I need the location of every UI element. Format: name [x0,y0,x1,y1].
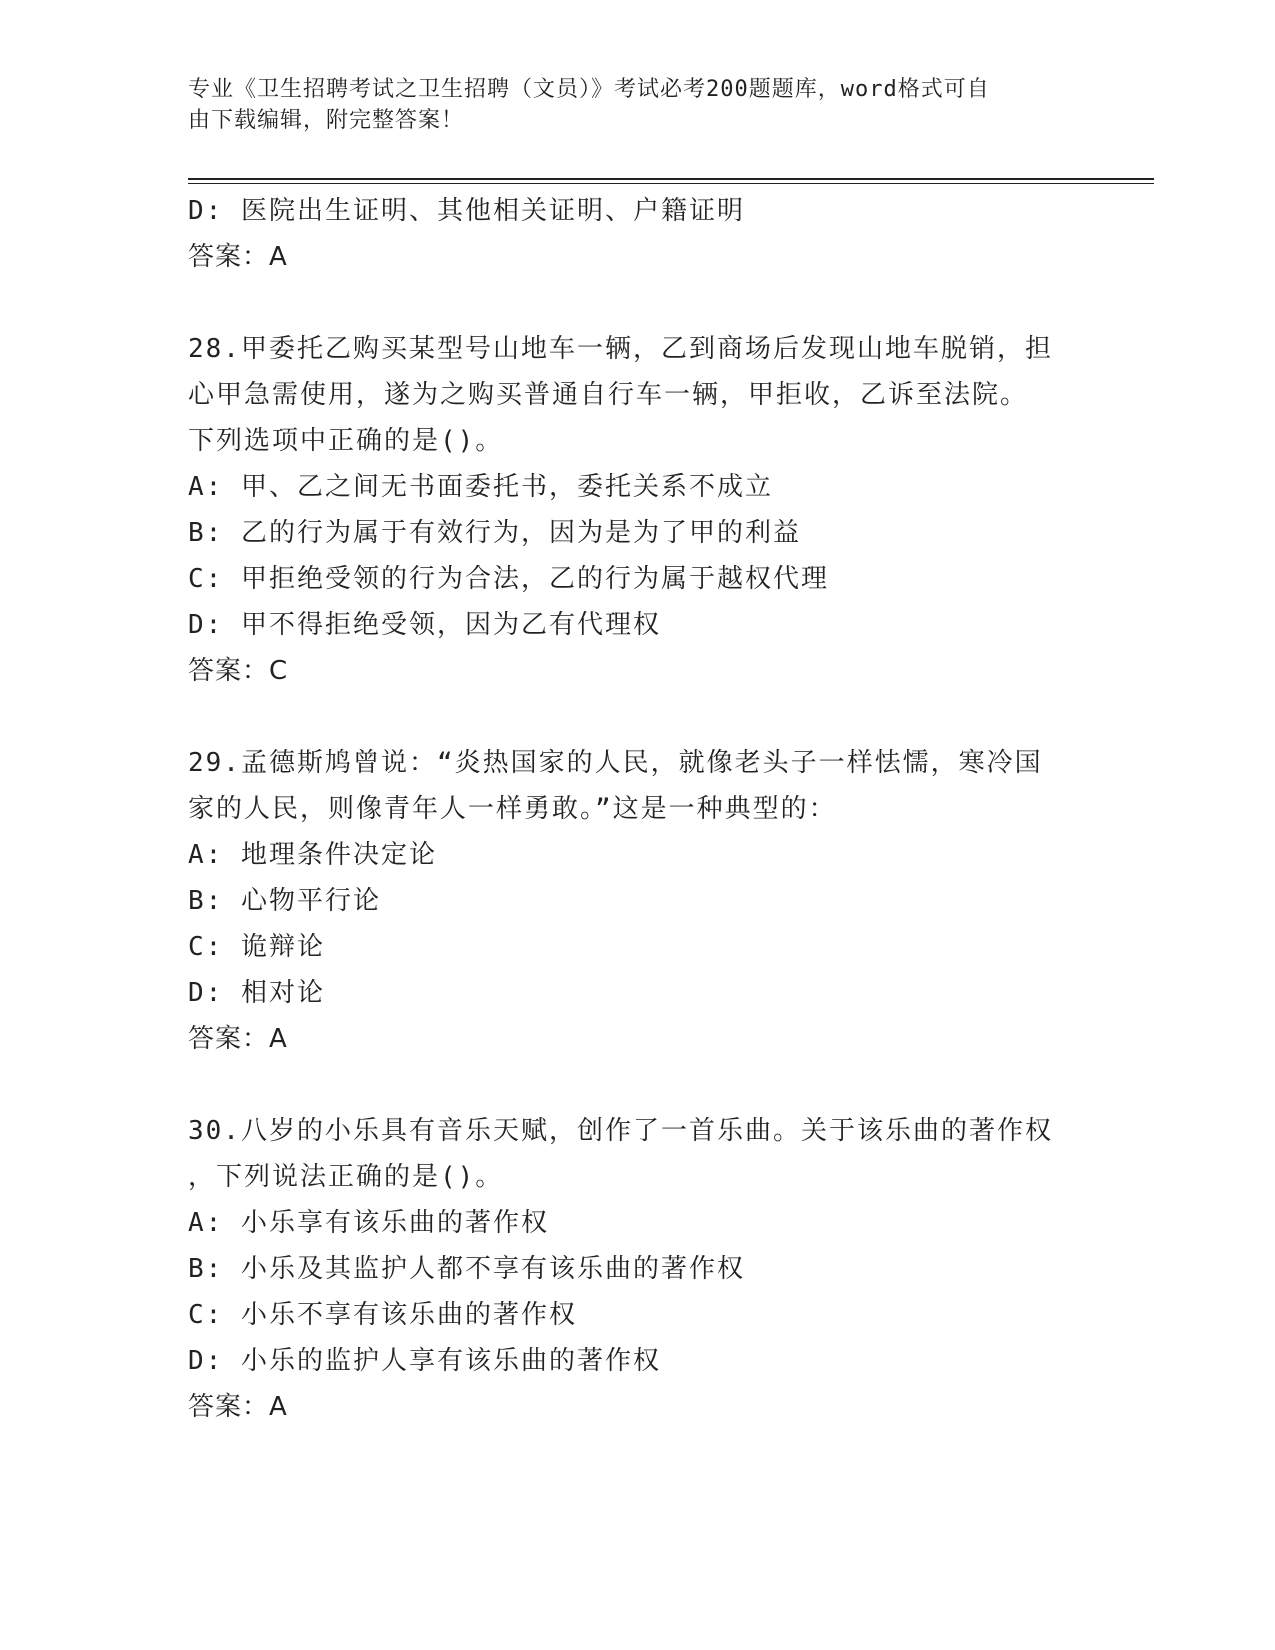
option-b: B: 乙的行为属于有效行为，因为是为了甲的利益 [188,518,801,548]
option-d: D: 相对论 [188,978,325,1008]
answer-line: 答案：A [188,242,288,272]
answer-line: 答案：A [188,1024,288,1054]
option-c: C: 甲拒绝受领的行为合法，乙的行为属于越权代理 [188,564,829,594]
header-rule-thick [188,178,1154,180]
option-b: B: 心物平行论 [188,886,381,916]
header-line-1: 专业《卫生招聘考试之卫生招聘（文员）》考试必考200题题库，word格式可自 [188,77,990,102]
question-29-text-line-1: 29.孟德斯鸠曾说：“炎热国家的人民，就像老头子一样怯懦，寒冷国 [188,748,1043,778]
option-b: B: 小乐及其监护人都不享有该乐曲的著作权 [188,1254,745,1284]
option-c: C: 诡辩论 [188,932,325,962]
document-header [188,74,1068,136]
question-30-block [188,1108,1088,1430]
question-28-text-line-3: 下列选项中正确的是()。 [188,426,504,456]
question-content [188,188,1088,1430]
answer-line: 答案：A [188,1392,288,1422]
spacer [188,280,1088,326]
option-a: A: 小乐享有该乐曲的著作权 [188,1208,549,1238]
option-a: A: 地理条件决定论 [188,840,437,870]
option-c: C: 小乐不享有该乐曲的著作权 [188,1300,577,1330]
spacer [188,694,1088,740]
header-rule-thin [188,183,1154,184]
question-28-text-line-2: 心甲急需使用，遂为之购买普通自行车一辆，甲拒收，乙诉至法院。 [188,380,1029,410]
question-29-block [188,740,1088,1062]
option-d: D: 小乐的监护人享有该乐曲的著作权 [188,1346,661,1376]
spacer [188,1062,1088,1108]
answer-line: 答案：C [188,656,289,686]
question-28-block [188,326,1088,694]
prev-question-block [188,188,1088,280]
question-30-text-line-2: ，下列说法正确的是()。 [188,1162,504,1192]
question-29-text-line-2: 家的人民，则像青年人一样勇敢。”这是一种典型的： [188,794,837,824]
question-30-text-line-1: 30.八岁的小乐具有音乐天赋，创作了一首乐曲。关于该乐曲的著作权 [188,1116,1053,1146]
option-d: D: 甲不得拒绝受领，因为乙有代理权 [188,610,661,640]
option-d: D: 医院出生证明、其他相关证明、户籍证明 [188,196,745,226]
question-28-text-line-1: 28.甲委托乙购买某型号山地车一辆，乙到商场后发现山地车脱销，担 [188,334,1053,364]
option-a: A: 甲、乙之间无书面委托书，委托关系不成立 [188,472,773,502]
header-line-2: 由下载编辑，附完整答案！ [188,108,465,133]
